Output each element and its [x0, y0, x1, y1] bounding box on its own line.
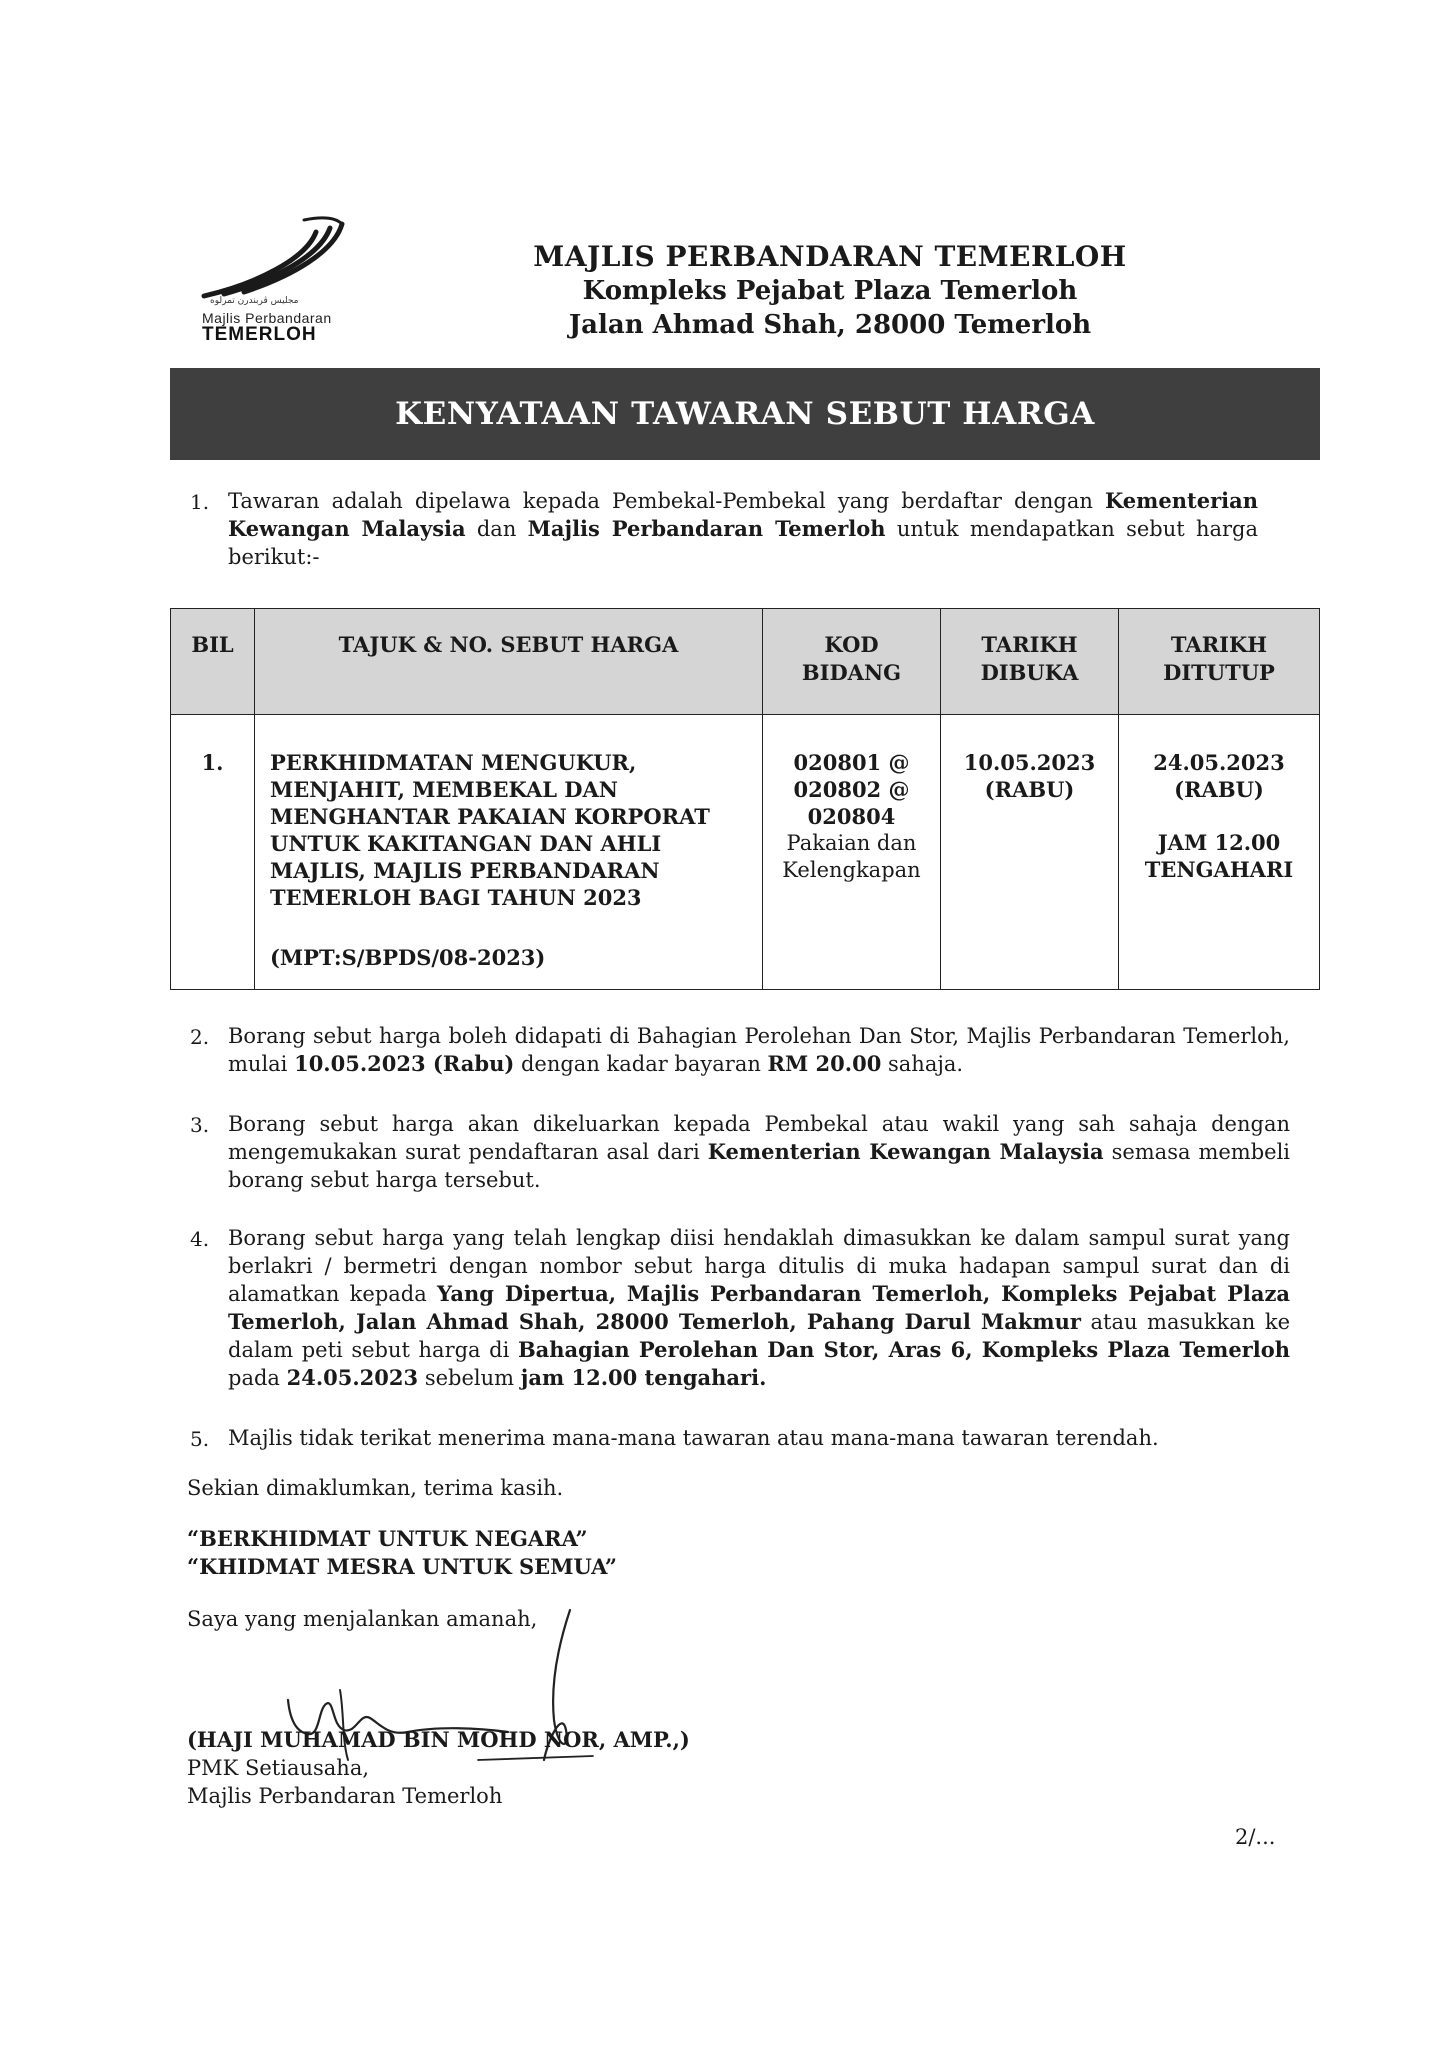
para1-text-b: dan — [465, 517, 528, 541]
header-ditutup-line2: DITUTUP — [1163, 660, 1275, 685]
kod-code: 020801 @ — [793, 750, 910, 775]
para3-bold-a: Kementerian Kewangan Malaysia — [707, 1139, 1104, 1164]
para2-bold-b: RM 20.00 — [767, 1051, 882, 1076]
para4-bold-d: jam 12.00 tengahari. — [520, 1365, 767, 1390]
page-number: 2/... — [1235, 1825, 1276, 1849]
para2-bold-a: 10.05.2023 (Rabu) — [294, 1051, 515, 1076]
kod-description: Kelengkapan — [782, 858, 921, 882]
header-tajuk-label: TAJUK & NO. SEBUT HARGA — [338, 632, 679, 657]
header-bil — [171, 609, 255, 715]
para1-text-a: Tawaran adalah dipelawa kepada Pembekal-Pembekal yang berdaftar dengan — [228, 489, 1106, 513]
para2-text-a: Borang sebut harga boleh didapati di Bahagian Perolehan Dan Stor, Majlis Perbandaran Temerloh, mulai — [228, 1024, 1290, 1076]
row-kod-bidang — [763, 715, 941, 989]
row-reference-number: (MPT:S/BPDS/08-2023) — [270, 945, 546, 970]
header-tarikh-dibuka — [941, 609, 1119, 715]
row-title — [255, 715, 763, 989]
para4-text-c: pada — [228, 1366, 287, 1390]
row-tarikh-dibuka — [941, 715, 1119, 989]
para3-text-b: semasa membeli borang sebut harga tersebut. — [228, 1140, 1291, 1192]
para1-bold-a: Kementerian Kewangan Malaysia — [228, 488, 1258, 541]
header-dibuka-line1: TARIKH — [981, 632, 1078, 657]
title-banner — [170, 368, 1320, 460]
ditutup-time: TENGAHARI — [1144, 857, 1294, 882]
para4-number: 4. — [190, 1227, 210, 1251]
para3-text-a: Borang sebut harga akan dikeluarkan kepada Pembekal atau wakil yang sah sahaja dengan mengemukakan surat pendaftaran asal dari — [228, 1112, 1290, 1164]
logo-text-line1: Majlis Perbandaran — [202, 310, 332, 326]
para4-text-a: Borang sebut harga yang telah lengkap diisi hendaklah dimasukkan ke dalam sampul surat yang berlakri / bermetri dengan nombor sebut harga ditulis di muka hadapan sampul surat dan di alamatkan kepada — [228, 1226, 1290, 1306]
kod-description: Pakaian dan — [786, 831, 917, 855]
organisation-header — [470, 240, 1190, 342]
ditutup-date: 24.05.2023 — [1153, 750, 1285, 775]
row-title-line: MENGHANTAR PAKAIAN KORPORAT — [270, 804, 710, 829]
para4-text-b: atau masukkan ke dalam peti sebut harga di — [228, 1310, 1290, 1362]
header-tajuk — [255, 609, 763, 715]
ditutup-day: (RABU) — [1174, 777, 1264, 802]
para4-text-d: sebelum — [418, 1366, 521, 1390]
signer-organisation: Majlis Perbandaran Temerloh — [187, 1784, 503, 1808]
banner-title: KENYATAAN TAWARAN SEBUT HARGA — [395, 396, 1095, 432]
para2-text-c: sahaja. — [881, 1052, 964, 1076]
header-tarikh-ditutup — [1119, 609, 1319, 715]
header-kod-bidang — [763, 609, 941, 715]
para1-text-c: untuk mendapatkan sebut harga berikut:- — [228, 517, 1258, 569]
para3-number: 3. — [190, 1113, 210, 1137]
ditutup-time: JAM 12.00 — [1157, 830, 1281, 855]
header-kod-line2: BIDANG — [801, 660, 902, 685]
dibuka-date: 10.05.2023 — [963, 750, 1096, 775]
row-title-line: TEMERLOH BAGI TAHUN 2023 — [270, 885, 642, 910]
para4-text — [228, 1224, 1290, 1392]
para2-text-b: dengan kadar bayaran — [514, 1052, 768, 1076]
quotation-table — [170, 608, 1320, 990]
org-address-line1: Kompleks Pejabat Plaza Temerloh — [582, 276, 1078, 306]
para3-text — [228, 1110, 1290, 1194]
kod-code: 020802 @ — [793, 777, 910, 802]
logo-jawi-text: مجليس ڤربندرن تمرلوه — [210, 296, 299, 306]
para2-number: 2. — [190, 1025, 210, 1049]
para2-text — [228, 1022, 1290, 1078]
para4-bold-b: Bahagian Perolehan Dan Stor, Aras 6, Kompleks Plaza Temerloh — [517, 1337, 1290, 1362]
council-logo — [196, 214, 372, 346]
signer-name: (HAJI MUHAMAD BIN MOHD NOR, AMP.,) — [187, 1727, 690, 1752]
para5-number: 5. — [190, 1427, 210, 1451]
para1-text — [228, 487, 1258, 571]
row-bil — [171, 715, 255, 989]
closing-thanks: Sekian dimaklumkan, terima kasih. — [187, 1476, 564, 1500]
row-bil-value: 1. — [201, 750, 224, 775]
org-address-line2: Jalan Ahmad Shah, 28000 Temerloh — [568, 310, 1092, 340]
para4-bold-a: Yang Dipertua, Majlis Perbandaran Temerloh, Kompleks Pejabat Plaza Temerloh, Jalan Ahmad Shah, 28000 Temerloh, Pahang Darul Makmur — [228, 1281, 1290, 1334]
para4-bold-c: 24.05.2023 — [286, 1365, 419, 1390]
row-tarikh-ditutup — [1119, 715, 1319, 989]
header-ditutup-line1: TARIKH — [1170, 632, 1268, 657]
logo-text-line2: TEMERLOH — [202, 324, 317, 345]
org-name: MAJLIS PERBANDARAN TEMERLOH — [533, 240, 1127, 273]
trust-statement: Saya yang menjalankan amanah, — [187, 1607, 538, 1631]
para5-text: Majlis tidak terikat menerima mana-mana tawaran atau mana-mana tawaran terendah. — [228, 1426, 1159, 1450]
motto-line1: “BERKHIDMAT UNTUK NEGARA” — [187, 1526, 588, 1551]
kod-code: 020804 — [807, 804, 896, 829]
row-title-line: PERKHIDMATAN MENGUKUR, — [270, 750, 637, 775]
row-title-line: MENJAHIT, MEMBEKAL DAN — [270, 777, 619, 802]
header-dibuka-line2: DIBUKA — [980, 660, 1079, 685]
header-bil-label: BIL — [191, 632, 234, 657]
motto-line2: “KHIDMAT MESRA UNTUK SEMUA” — [187, 1554, 617, 1579]
header-kod-line1: KOD — [824, 632, 879, 657]
signer-title: PMK Setiausaha, — [187, 1756, 370, 1780]
para1-bold-b: Majlis Perbandaran Temerloh — [527, 516, 886, 541]
row-title-line: MAJLIS, MAJLIS PERBANDARAN — [270, 858, 660, 883]
row-title-line: UNTUK KAKITANGAN DAN AHLI — [270, 831, 662, 856]
para1-number: 1. — [190, 490, 210, 514]
dibuka-day: (RABU) — [984, 777, 1075, 802]
